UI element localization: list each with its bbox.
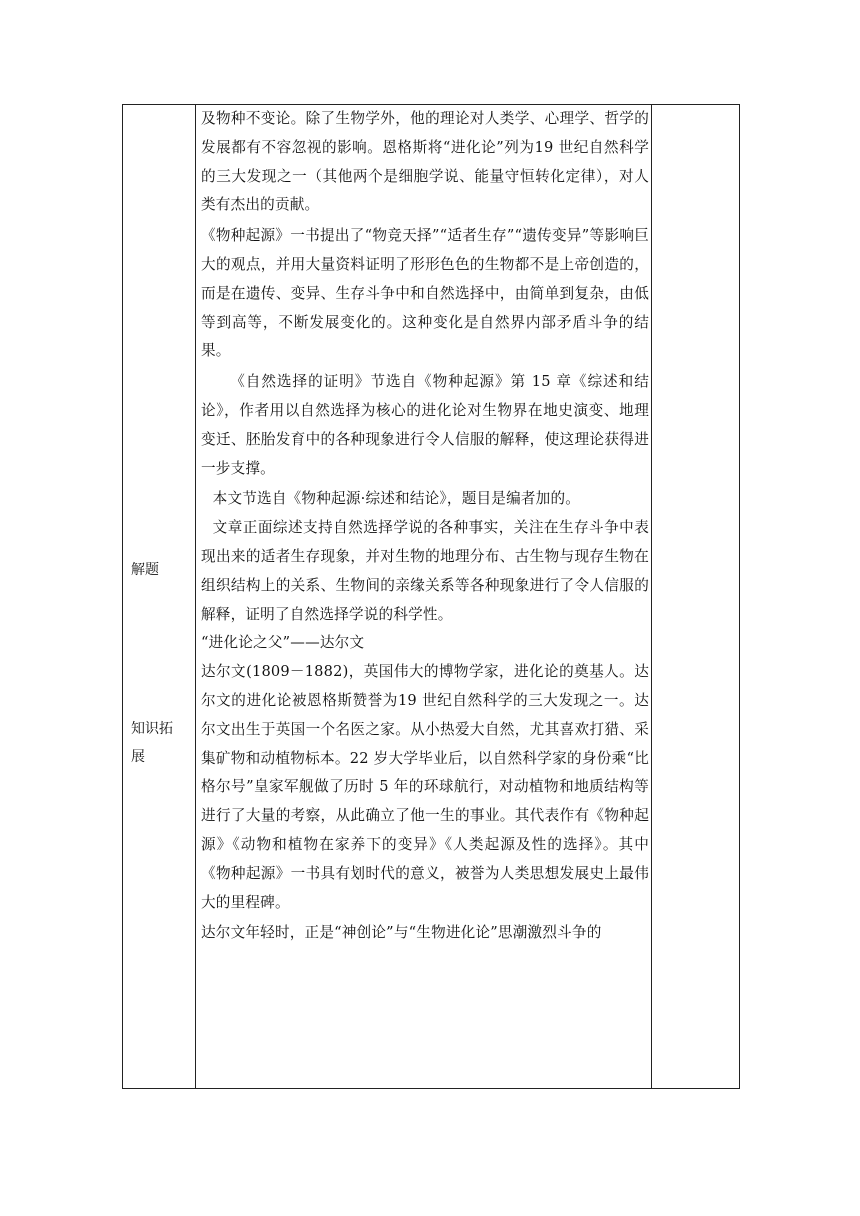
content-column — [201, 105, 649, 948]
paragraph-darwin-bio: 达尔文(1809－1882)，英国伟大的博物学家，进化论的奠基人。达尔文的进化论被恩格斯赞誉为19 世纪自然科学的三大发现之一。达尔文出生于英国一个名医之家。从小热爱大自然，尤其喜欢打猎、采集矿物和动植物标本。22 岁大学毕业后，以自然科学家的身份乘“比格尔号”皇家军舰做了历时 5 年的环球航行，对动植物和地质结构等进行了大量的考察，从此确立了他一生的事业。其代表作有《物种起源》《动物和植物在家养下的变异》《人类起源及性的选择》。其中《物种起源》一书具有划时代的意义，被誉为人类思想发展史上最伟大的里程碑。 — [201, 663, 649, 911]
paragraph-darwin-heading: “进化论之父”——达尔文 — [201, 634, 365, 652]
content-table — [122, 104, 740, 1089]
paragraph-title-note: 本文节选自《物种起源·综述和结论》，题目是编者加的。 — [212, 490, 581, 508]
column-divider-left — [195, 105, 196, 1088]
paragraph-darwin-youth: 达尔文年轻时，正是“神创论”与“生物进化论”思潮激烈斗争的 — [201, 924, 602, 942]
label-zhishi: 知识拓展 — [131, 721, 173, 765]
paragraph-origin-book: 《物种起源》一书提出了“物竞天择”“适者生存”“遗传变异”等影响巨大的观点，并用大量资料证明了形形色色的生物都不是上帝创造的，而是在遗传、变异、生存斗争中和自然选择中，由简单到复杂，由低等到高等，不断发展变化的。这种变化是自然界内部矛盾斗争的结果。 — [201, 227, 649, 360]
label-jieti: 解题 — [131, 562, 159, 578]
column-divider-right — [651, 105, 652, 1088]
paragraph-intro: 及物种不变论。除了生物学外，他的理论对人类学、心理学、哲学的发展都有不容忽视的影响。恩格斯将“进化论”列为19 世纪自然科学的三大发现之一（其他两个是细胞学说、能量守恒转化定律），对人类有杰出的贡献。 — [201, 110, 649, 214]
paragraph-summary: 文章正面综述支持自然选择学说的各种事实，关注在生存斗争中表现出来的适者生存现象，并对生物的地理分布、古生物与现存生物在组织结构上的关系、生物间的亲缘关系等各种现象进行了令人信服的解释，证明了自然选择学说的科学性。 — [201, 519, 649, 623]
paragraph-excerpt-source: 《自然选择的证明》节选自《物种起源》第 15 章《综述和结论》，作者用以自然选择为核心的进化论对生物界在地史演变、地理变迁、胚胎发育中的各种现象进行令人信服的解释，使这理论获得进一步支撑。 — [201, 373, 649, 477]
